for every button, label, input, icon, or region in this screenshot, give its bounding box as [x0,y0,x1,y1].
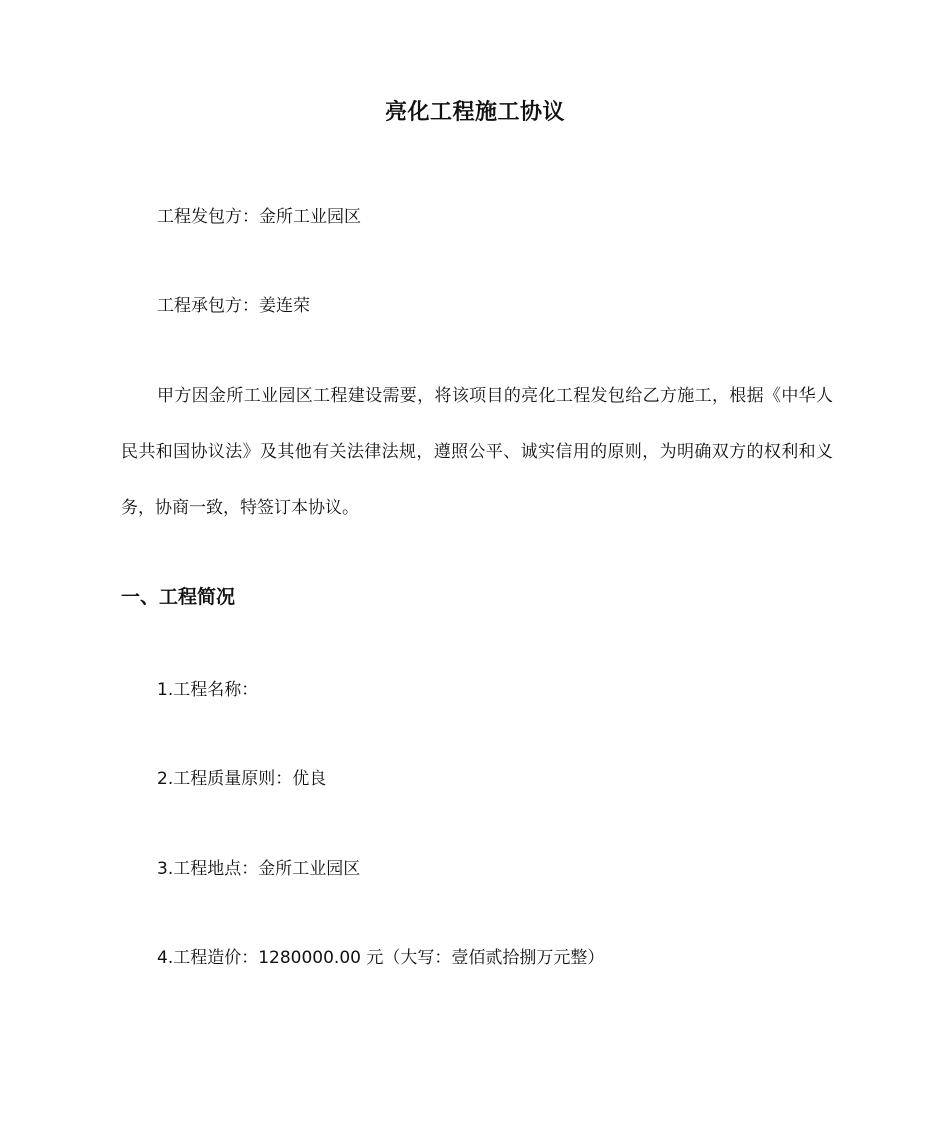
item-project-location: 3.工程地点：金所工业园区 [157,859,361,879]
item-project-cost: 4.工程造价：1280000.00 元（大写：壹佰贰拾捌万元整） [157,948,605,968]
preamble-paragraph: 甲方因金所工业园区工程建设需要，将该项目的亮化工程发包给乙方施工，根据《中华人民共和国协议法》及其他有关法律法规，遵照公平、诚实信用的原则，为明确双方的权利和义务，协商一致，特签订本协议。 [121,386,833,518]
item-quality-standard: 2.工程质量原则：优良 [157,769,327,789]
owner-line: 工程发包方：金所工业园区 [157,207,361,227]
item-project-name: 1.工程名称： [157,680,259,700]
contractor-line: 工程承包方：姜连荣 [157,296,310,316]
section-1-heading: 一、工程简况 [121,586,236,608]
document-title: 亮化工程施工协议 [384,100,565,125]
